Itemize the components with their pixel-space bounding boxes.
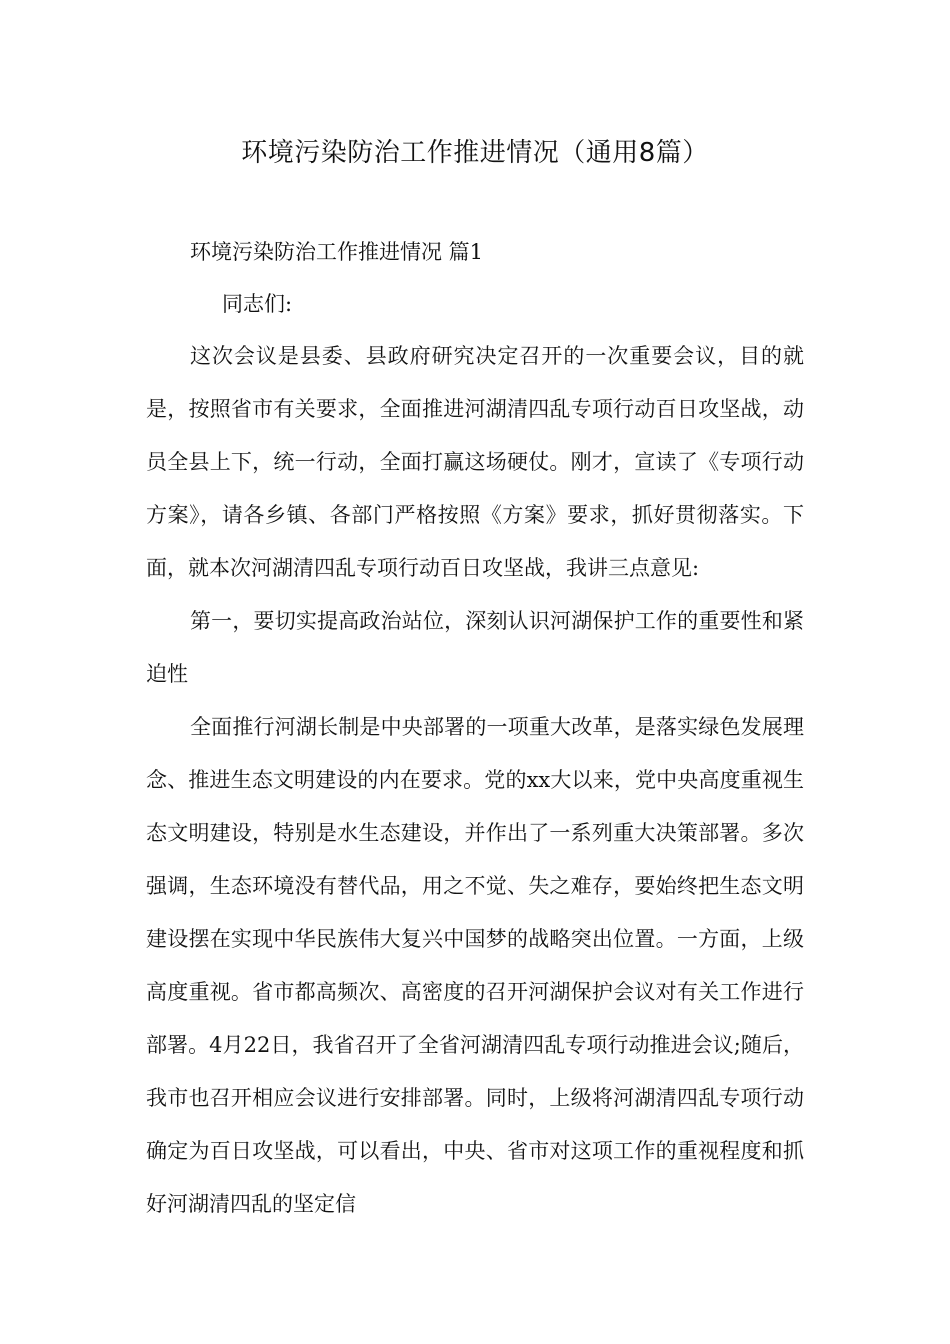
document-title: 环境污染防治工作推进情况（通用8篇） [241,138,709,168]
salutation: 同志们: [222,292,293,316]
paragraph: 第一，要切实提高政治站位，深刻认识河湖保护工作的重要性和紧迫性 [146,609,804,686]
document-body [146,330,804,1231]
paragraph: 这次会议是县委、县政府研究决定召开的一次重要会议，目的就是，按照省市有关要求，全面推进河湖清四乱专项行动百日攻坚战，动员全县上下，统一行动，全面打赢这场硬仗。刚才，宣读了《专项行动方案》，请各乡镇、各部门严格按照《方案》要求，抓好贯彻落实。下面，就本次河湖清四乱专项行动百日攻坚战，我讲三点意见: [146,344,804,580]
paragraph: 全面推行河湖长制是中央部署的一项重大改革，是落实绿色发展理念、推进生态文明建设的内在要求。党的xx大以来，党中央高度重视生态文明建设，特别是水生态建设，并作出了一系列重大决策部署。多次强调，生态环境没有替代品，用之不觉、失之难存，要始终把生态文明建设摆在实现中华民族伟大复兴中国梦的战略突出位置。一方面，上级高度重视。省市都高频次、高密度的召开河湖保护会议对有关工作进行部署。4月22日，我省召开了全省河湖清四乱专项行动推进会议;随后，我市也召开相应会议进行安排部署。同时，上级将河湖清四乱专项行动确定为百日攻坚战，可以看出，中央、省市对这项工作的重视程度和抓好河湖清四乱的坚定信 [146,715,804,1216]
section-heading: 环境污染防治工作推进情况 篇1 [190,240,484,264]
